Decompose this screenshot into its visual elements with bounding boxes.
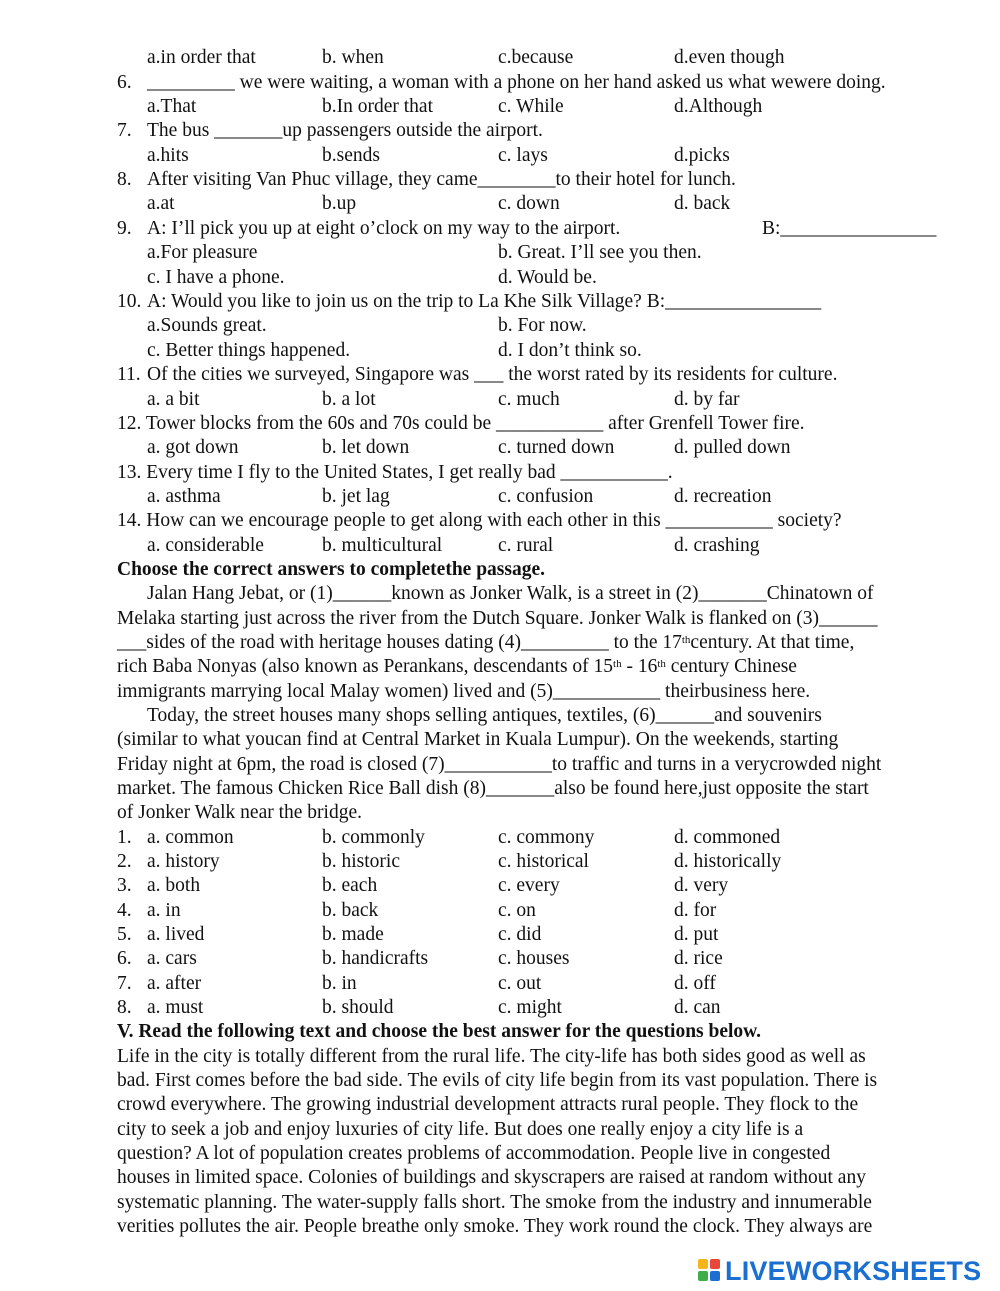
q7-option-d: d.picks (674, 145, 730, 166)
passage-line-8: Friday night at 6pm, the road is closed (7)___________to traffic and turns in a verycrowded night (117, 754, 882, 775)
passage-q1-option-a: a. common (147, 827, 234, 848)
passage-line-4-tail: century Chinese (665, 656, 797, 677)
passage-q3-option-b: b. each (322, 875, 378, 896)
reading-line-2: bad. First comes before the bad side. The evils of city life begin from its vast population. There is (117, 1070, 878, 1091)
passage-q7-number: 7. (117, 973, 132, 994)
passage-line-3-tail: century. At that time, (690, 632, 855, 653)
passage-q7-option-d: d. off (674, 973, 716, 994)
passage-q4-number: 4. (117, 900, 132, 921)
q12-option-d: d. pulled down (674, 437, 791, 458)
q14-stem: 14. How can we encourage people to get along with each other in this ___________ society? (117, 510, 842, 531)
reading-line-1: Life in the city is totally different from the rural life. The city-life has both sides good as well as (117, 1046, 866, 1067)
passage-line-4 (117, 655, 797, 679)
q10-number: 10. (117, 291, 142, 312)
passage-q4-option-a: a. in (147, 900, 181, 921)
q12-option-b: b. let down (322, 437, 410, 458)
q12-stem: 12. Tower blocks from the 60s and 70s could be ___________ after Grenfell Tower fire. (117, 413, 805, 434)
passage-q1-number: 1. (117, 827, 132, 848)
q9-option-c: c. I have a phone. (147, 267, 285, 288)
q11-option-c: c. much (498, 389, 560, 410)
passage-q2-option-c: c. historical (498, 851, 589, 872)
passage-q8-option-d: d. can (674, 997, 721, 1018)
passage-q7-option-b: b. in (322, 973, 357, 994)
passage-line-10: of Jonker Walk near the bridge. (117, 802, 362, 823)
q6-option-d: d.Although (674, 96, 763, 117)
reading-line-5: question? A lot of population creates problems of accommodation. People live in congested (117, 1143, 831, 1164)
passage-q2-option-a: a. history (147, 851, 220, 872)
passage-heading: Choose the correct answers to completethe passage. (117, 559, 546, 580)
q9-option-d: d. Would be. (498, 267, 597, 288)
q5-option-a: a.in order that (147, 47, 256, 68)
passage-q1-option-b: b. commonly (322, 827, 425, 848)
passage-q6-option-d: d. rice (674, 948, 723, 969)
passage-q3-option-d: d. very (674, 875, 729, 896)
q5-option-b: b. when (322, 47, 384, 68)
passage-q4-option-b: b. back (322, 900, 379, 921)
q6-option-b: b.In order that (322, 96, 434, 117)
passage-q5-number: 5. (117, 924, 132, 945)
q8-option-a: a.at (147, 193, 175, 214)
passage-q6-option-b: b. handicrafts (322, 948, 429, 969)
q7-number: 7. (117, 120, 132, 141)
passage-q8-option-b: b. should (322, 997, 394, 1018)
passage-q5-option-a: a. lived (147, 924, 205, 945)
q9-option-a: a.For pleasure (147, 242, 258, 263)
logo-icon (698, 1259, 722, 1283)
q13-option-d: d. recreation (674, 486, 772, 507)
passage-q1-option-d: d. commoned (674, 827, 781, 848)
logo-text: LIVEWORKSHEETS (725, 1256, 982, 1286)
q14-option-b: b. multicultural (322, 535, 443, 556)
passage-q8-number: 8. (117, 997, 132, 1018)
q10-option-c: c. Better things happened. (147, 340, 351, 361)
q11-stem: Of the cities we surveyed, Singapore was ___ the worst rated by its residents for culture. (147, 364, 838, 385)
reading-line-4: city to seek a job and enjoy luxuries of city life. But does one really enjoy a city life is a (117, 1119, 804, 1140)
passage-line-1: Jalan Hang Jebat, or (1)______known as Jonker Walk, is a street in (2)_______Chinatown of (147, 583, 874, 604)
passage-q4-option-c: c. on (498, 900, 536, 921)
q10-stem: A: Would you like to join us on the trip to La Khe Silk Village? B:________________ (147, 291, 822, 312)
q11-option-a: a. a bit (147, 389, 200, 410)
passage-q1-option-c: c. commony (498, 827, 595, 848)
q12-option-a: a. got down (147, 437, 239, 458)
q11-option-d: d. by far (674, 389, 740, 410)
reading-line-7: systematic planning. The water-supply falls short. The smoke from the industry and innumerable (117, 1192, 872, 1213)
passage-q6-number: 6. (117, 948, 132, 969)
passage-q6-option-c: c. houses (498, 948, 570, 969)
passage-line-3 (117, 631, 854, 655)
passage-q4-option-d: d. for (674, 900, 717, 921)
q13-option-a: a. asthma (147, 486, 221, 507)
q6-option-a: a.That (147, 96, 197, 117)
q14-option-a: a. considerable (147, 535, 264, 556)
passage-line-4-mid: - 16 (621, 656, 658, 677)
q13-stem: 13. Every time I fly to the United States, I get really bad ___________. (117, 462, 673, 483)
q13-option-b: b. jet lag (322, 486, 390, 507)
passage-line-5: immigrants marrying local Malay women) lived and (5)___________ theirbusiness here. (117, 681, 811, 702)
q6-option-c: c. While (498, 96, 564, 117)
reading-line-6: houses in limited space. Colonies of buildings and skyscrapers are raised at random without any (117, 1167, 866, 1188)
section-5-heading: V. Read the following text and choose the best answer for the questions below. (117, 1021, 762, 1042)
passage-q5-option-b: b. made (322, 924, 384, 945)
q14-option-d: d. crashing (674, 535, 760, 556)
superscript: th (613, 658, 622, 670)
q14-option-c: c. rural (498, 535, 554, 556)
passage-line-7: (similar to what youcan find at Central Market in Kuala Lumpur). On the weekends, starting (117, 729, 839, 750)
q10-option-d: d. I don’t think so. (498, 340, 642, 361)
q7-stem: The bus _______up passengers outside the airport. (147, 120, 543, 141)
superscript: th (657, 658, 666, 670)
passage-line-4-text: rich Baba Nonyas (also known as Perankans, descendants of 15 (117, 656, 614, 677)
q9-option-b: b. Great. I’ll see you then. (498, 242, 702, 263)
q7-option-a: a.hits (147, 145, 189, 166)
q11-option-b: b. a lot (322, 389, 376, 410)
q7-option-c: c. lays (498, 145, 548, 166)
passage-q7-option-a: a. after (147, 973, 202, 994)
q6-stem: _________ we were waiting, a woman with a phone on her hand asked us what wewere doing. (147, 72, 886, 93)
passage-q2-option-d: d. historically (674, 851, 782, 872)
q13-option-c: c. confusion (498, 486, 594, 507)
q9-stem: A: I’ll pick you up at eight o’clock on my way to the airport. (147, 218, 621, 239)
q9-answer-blank: B:________________ (762, 218, 937, 239)
q5-option-c: c.because (498, 47, 574, 68)
q6-number: 6. (117, 72, 132, 93)
q8-stem: After visiting Van Phuc village, they came________to their hotel for lunch. (147, 169, 736, 190)
q5-option-d: d.even though (674, 47, 785, 68)
q9-number: 9. (117, 218, 132, 239)
liveworksheets-logo[interactable] (698, 1257, 990, 1285)
q8-option-c: c. down (498, 193, 560, 214)
q7-option-b: b.sends (322, 145, 380, 166)
passage-q6-option-a: a. cars (147, 948, 197, 969)
passage-line-3-text: ___sides of the road with heritage houses dating (4)_________ to the 17 (117, 632, 682, 653)
superscript: th (681, 634, 691, 646)
passage-q3-option-c: c. every (498, 875, 560, 896)
q12-option-c: c. turned down (498, 437, 615, 458)
passage-q2-number: 2. (117, 851, 132, 872)
q8-number: 8. (117, 169, 132, 190)
q10-option-a: a.Sounds great. (147, 315, 267, 336)
q11-number: 11. (117, 364, 141, 385)
q10-option-b: b. For now. (498, 315, 587, 336)
passage-line-2: Melaka starting just across the river from the Dutch Square. Jonker Walk is flanked on (3)______ (117, 608, 878, 629)
passage-q3-option-a: a. both (147, 875, 201, 896)
passage-q7-option-c: c. out (498, 973, 542, 994)
passage-q3-number: 3. (117, 875, 132, 896)
reading-line-3: crowd everywhere. The growing industrial development attracts rural people. They flock to the (117, 1094, 859, 1115)
passage-q2-option-b: b. historic (322, 851, 400, 872)
passage-q8-option-a: a. must (147, 997, 204, 1018)
reading-line-8: verities pollutes the air. People breathe only smoke. They work round the clock. They always are (117, 1216, 873, 1237)
passage-q8-option-c: c. might (498, 997, 562, 1018)
passage-line-6: Today, the street houses many shops selling antiques, textiles, (6)______and souvenirs (147, 705, 822, 726)
passage-q5-option-c: c. did (498, 924, 542, 945)
q8-option-b: b.up (322, 193, 357, 214)
passage-q5-option-d: d. put (674, 924, 719, 945)
q8-option-d: d. back (674, 193, 731, 214)
passage-line-9: market. The famous Chicken Rice Ball dish (8)_______also be found here,just opposite the start (117, 778, 869, 799)
